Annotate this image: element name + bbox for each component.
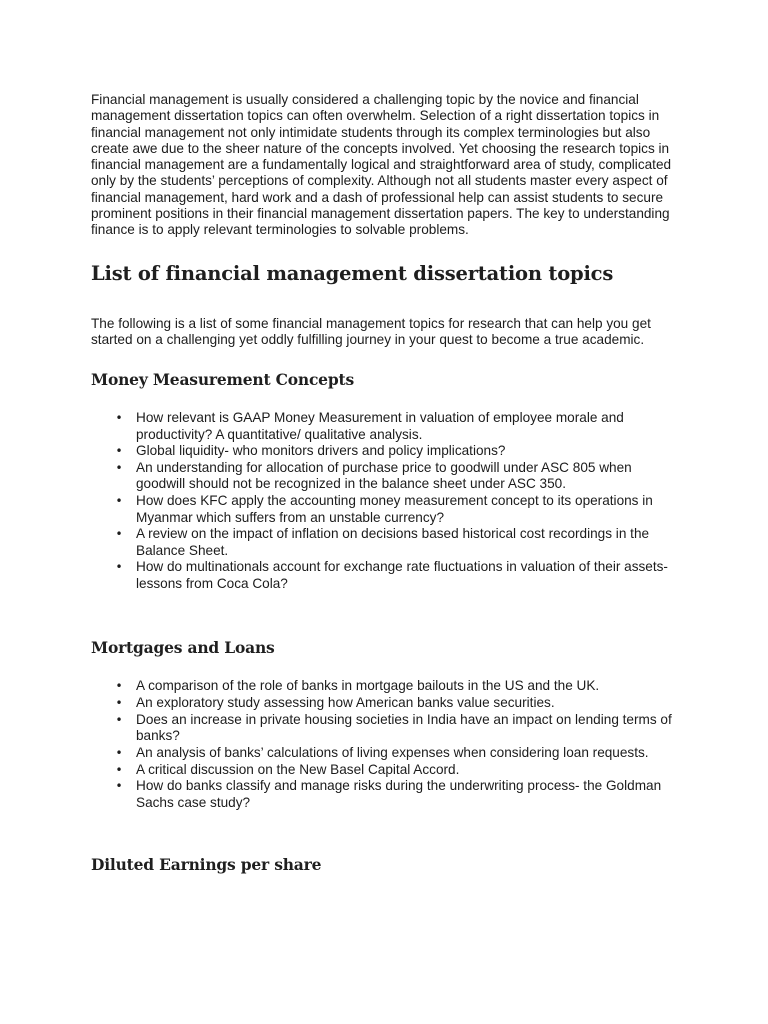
bullet-icon — [114, 460, 124, 476]
list-item — [91, 762, 681, 778]
section-heading-mortgages-loans: Mortgages and Loans — [91, 638, 275, 658]
list-item-text: Does an increase in private housing societies in India have an impact on lending terms of banks? — [136, 711, 672, 743]
list-item — [91, 410, 681, 443]
list-item-text: A critical discussion on the New Basel Capital Accord. — [136, 761, 460, 777]
bullet-icon — [114, 559, 124, 575]
list-item — [91, 443, 681, 459]
list-item — [91, 712, 681, 745]
list-item-text: A review on the impact of inflation on decisions based historical cost recordings in the Balance Sheet. — [136, 526, 650, 558]
bullet-icon — [114, 712, 124, 728]
list-item — [91, 778, 681, 811]
list-item — [91, 745, 681, 761]
list-item-text: How relevant is GAAP Money Measurement in valuation of employee morale and productivity? A quantitative/ qualitative analysis. — [136, 410, 624, 442]
list-item — [91, 460, 681, 493]
bullet-icon — [114, 410, 124, 426]
list-item-text: An analysis of banks’ calculations of living expenses when considering loan requests. — [136, 744, 649, 760]
list-item — [91, 695, 681, 711]
list-item-text: Global liquidity- who monitors drivers and policy implications? — [136, 443, 506, 459]
list-item-text: An understanding for allocation of purchase price to goodwill under ASC 805 when goodwill should not be recognized in the balance sheet under ASC 350. — [136, 460, 632, 492]
topic-list-mortgages-loans — [91, 678, 681, 811]
list-item — [91, 678, 681, 694]
bullet-icon — [114, 762, 124, 778]
list-item-text: How do banks classify and manage risks during the underwriting process- the Goldman Sachs case study? — [136, 778, 662, 810]
list-item — [91, 493, 681, 526]
bullet-icon — [114, 745, 124, 761]
list-item — [91, 559, 681, 592]
list-item-text: How do multinationals account for exchange rate fluctuations in valuation of their assets- lessons from Coca Cola? — [136, 559, 668, 591]
bullet-icon — [114, 695, 124, 711]
bullet-icon — [114, 493, 124, 509]
bullet-icon — [114, 526, 124, 542]
lead-paragraph: The following is a list of some financial management topics for research that can help you get started on a challenging yet oddly fulfilling journey in your quest to become a true academic. — [91, 315, 651, 347]
list-item — [91, 526, 681, 559]
intro-paragraph: Financial management is usually considered a challenging topic by the novice and financial management dissertation topics can often overwhelm. Selection of a right dissertation topics in financial management not only intimidate students through its complex terminologies but also create awe due to the sheer nature of the concepts involved. Yet choosing the research topics in financial management are a fundamentally logical and straightforward area of study, complicated only by the students’ perceptions of complexity. Although not all students master every aspect of financial management, hard work and a dash of professional help can assist students to secure prominent positions in their financial management dissertation papers. The key to understanding finance is to apply relevant terminologies to solvable problems. — [91, 92, 672, 238]
main-heading: List of financial management dissertation topics — [91, 261, 614, 285]
document-content — [91, 92, 681, 875]
topic-list-money-measurement — [91, 410, 681, 592]
list-item-text: How does KFC apply the accounting money measurement concept to its operations in Myanmar which suffers from an unstable currency? — [136, 493, 653, 525]
list-item-text: A comparison of the role of banks in mortgage bailouts in the US and the UK. — [136, 678, 600, 694]
section-heading-money-measurement: Money Measurement Concepts — [91, 370, 354, 390]
bullet-icon — [114, 778, 124, 794]
bullet-icon — [114, 678, 124, 694]
section-heading-diluted-eps: Diluted Earnings per share — [91, 854, 322, 874]
list-item-text: An exploratory study assessing how American banks value securities. — [136, 694, 555, 710]
bullet-icon — [114, 443, 124, 459]
